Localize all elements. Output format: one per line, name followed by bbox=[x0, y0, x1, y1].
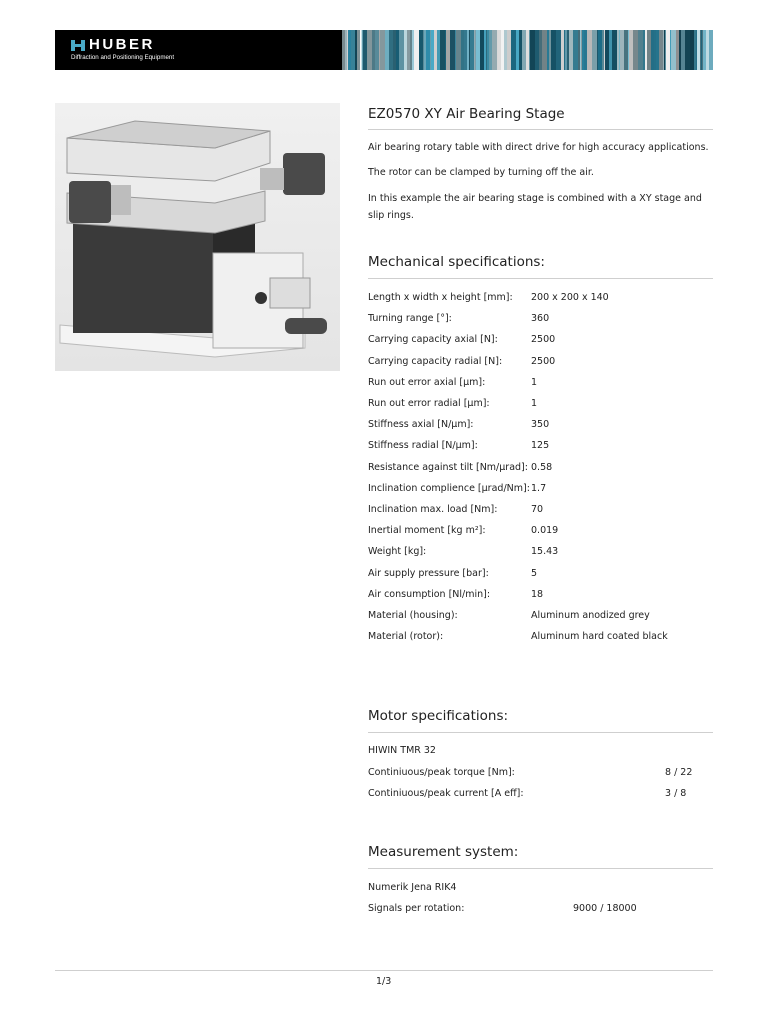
decorative-stripes bbox=[342, 30, 713, 70]
spec-row bbox=[368, 631, 713, 645]
description-line-1: Air bearing rotary table with direct drive for high accuracy applications. bbox=[368, 142, 709, 153]
spec-value: 360 bbox=[531, 313, 550, 325]
spec-row bbox=[368, 589, 713, 603]
spec-row bbox=[368, 546, 713, 560]
spec-value: 1 bbox=[531, 398, 538, 409]
measurement-heading: Measurement system: bbox=[368, 844, 519, 860]
header-banner bbox=[55, 30, 713, 70]
spec-label: Inclination complience [µrad/Nm]: bbox=[368, 482, 530, 494]
measurement-model: Numerik Jena RIK4 bbox=[368, 882, 457, 893]
signals-value: 9000 / 18000 bbox=[573, 903, 637, 914]
spec-row bbox=[368, 356, 713, 370]
spec-label: Stiffness radial [N/µm]: bbox=[368, 440, 478, 452]
spec-row bbox=[368, 483, 713, 497]
spec-label: Material (housing): bbox=[368, 610, 458, 621]
spec-row bbox=[368, 525, 713, 539]
product-image bbox=[55, 103, 340, 371]
mechanical-specs-heading: Mechanical specifications: bbox=[368, 254, 545, 270]
spec-value: 350 bbox=[531, 419, 550, 431]
spec-label: Inertial moment [kg m²]: bbox=[368, 525, 486, 537]
spec-row bbox=[368, 568, 713, 582]
spec-value: 0.58 bbox=[531, 461, 553, 473]
spec-label: Turning range [°]: bbox=[368, 313, 452, 325]
spec-value: 1.7 bbox=[531, 482, 547, 494]
spec-label: Air consumption [Nl/min]: bbox=[368, 588, 491, 600]
spec-value: 15.43 bbox=[531, 546, 559, 558]
description-line-2: The rotor can be clamped by turning off the air. bbox=[368, 167, 594, 178]
product-title: EZ0570 XY Air Bearing Stage bbox=[368, 106, 565, 122]
spec-row bbox=[368, 440, 713, 454]
spec-value: 0.019 bbox=[531, 525, 559, 537]
motor-model: HIWIN TMR 32 bbox=[368, 745, 436, 756]
spec-label: Run out error axial [µm]: bbox=[368, 376, 486, 388]
spec-label: Carrying capacity axial [N]: bbox=[368, 334, 498, 346]
spec-label: Resistance against tilt [Nm/µrad]: bbox=[368, 461, 528, 473]
spec-row bbox=[368, 504, 713, 518]
spec-row bbox=[368, 313, 713, 327]
spec-label: Stiffness axial [N/µm]: bbox=[368, 419, 474, 431]
brand-tagline: Diffraction and Positioning Equipment bbox=[71, 54, 175, 61]
spec-label: Weight [kg]: bbox=[368, 546, 427, 558]
footer-divider bbox=[55, 970, 713, 971]
huber-logo bbox=[71, 36, 175, 61]
description-line-3: In this example the air bearing stage is combined with a XY stage and slip rings. bbox=[368, 193, 702, 221]
spec-row bbox=[368, 610, 713, 624]
spec-label: Material (rotor): bbox=[368, 631, 444, 643]
mechanical-divider bbox=[368, 278, 713, 279]
spec-label: Carrying capacity radial [N]: bbox=[368, 355, 503, 367]
spec-row bbox=[368, 377, 713, 391]
air-bearing-stage-render bbox=[55, 103, 340, 371]
title-divider bbox=[368, 129, 713, 130]
spec-row bbox=[368, 419, 713, 433]
spec-row bbox=[368, 334, 713, 348]
spec-value: 70 bbox=[531, 504, 544, 515]
motor-specs-heading: Motor specifications: bbox=[368, 708, 509, 724]
spec-value: 2500 bbox=[531, 334, 556, 346]
spec-value: 2500 bbox=[531, 355, 556, 367]
spec-row bbox=[368, 462, 713, 476]
spec-value: 125 bbox=[531, 440, 550, 452]
spec-label: Air supply pressure [bar]: bbox=[368, 567, 489, 579]
spec-row bbox=[368, 292, 713, 306]
spec-value: 5 bbox=[531, 567, 538, 579]
brand-name: HUBER bbox=[89, 36, 155, 53]
huber-logo-icon bbox=[71, 40, 85, 51]
spec-row bbox=[368, 398, 713, 412]
motor-divider bbox=[368, 732, 713, 733]
spec-value: 200 x 200 x 140 bbox=[531, 292, 609, 303]
measurement-divider bbox=[368, 868, 713, 869]
motor-current-value: 3 / 8 bbox=[665, 788, 687, 799]
motor-torque-label: Continiuous/peak torque [Nm]: bbox=[368, 767, 515, 778]
spec-value: 1 bbox=[531, 376, 538, 388]
spec-label: Length x width x height [mm]: bbox=[368, 292, 513, 303]
page-number: 1/3 bbox=[376, 976, 392, 987]
spec-value: 18 bbox=[531, 588, 544, 600]
spec-value: Aluminum hard coated black bbox=[531, 631, 668, 643]
signals-label: Signals per rotation: bbox=[368, 903, 465, 914]
spec-label: Inclination max. load [Nm]: bbox=[368, 504, 498, 515]
spec-label: Run out error radial [µm]: bbox=[368, 398, 490, 409]
motor-torque-value: 8 / 22 bbox=[665, 767, 693, 778]
spec-value: Aluminum anodized grey bbox=[531, 610, 650, 621]
motor-current-label: Continiuous/peak current [A eff]: bbox=[368, 788, 524, 799]
